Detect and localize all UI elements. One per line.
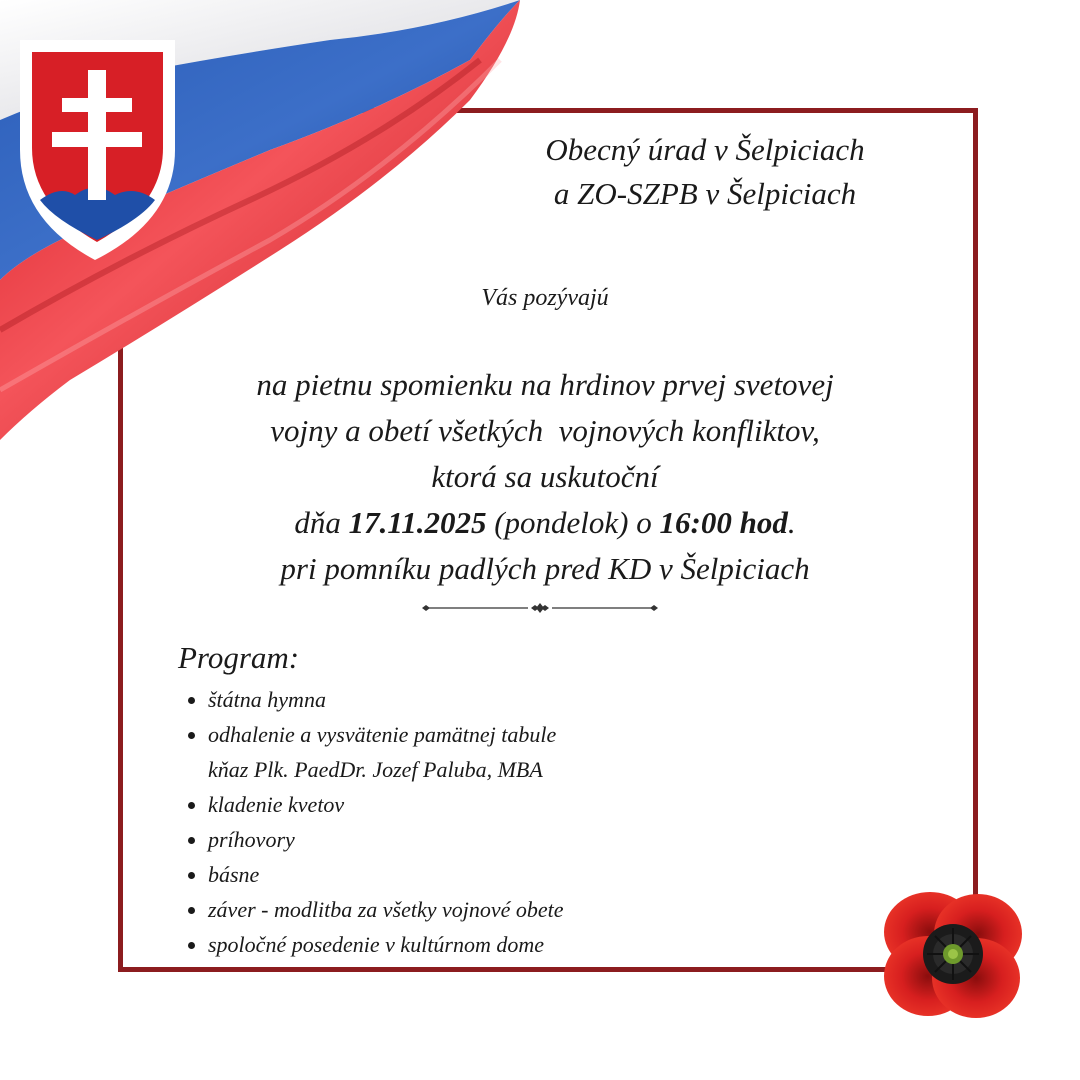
list-item: [186, 822, 564, 857]
event-time: 16:00 hod: [659, 505, 788, 540]
list-item: [186, 787, 564, 822]
program-item-text: kladenie kvetov: [208, 792, 345, 817]
event-day: (pondelok) o: [486, 505, 660, 540]
ornament-divider-icon: [420, 600, 660, 616]
program-title: Program:: [178, 640, 300, 675]
list-item: [186, 717, 564, 787]
list-item: [186, 682, 564, 717]
list-item: [186, 892, 564, 927]
event-date: 17.11.2025: [348, 505, 487, 540]
event-description: [160, 362, 930, 592]
program-item-text: záver - modlitba za všetky vojnové obete: [208, 897, 564, 922]
date-prefix: dňa: [294, 505, 349, 540]
event-line-1: na pietnu spomienku na hrdinov prvej svetovej: [256, 367, 834, 402]
program-list: [186, 682, 564, 962]
event-line-3: ktorá sa uskutoční: [431, 459, 659, 494]
event-line-2: vojny a obetí všetkých vojnových konfliktov,: [270, 413, 820, 448]
poppy-flower-icon: [878, 884, 1028, 1024]
program-item-subtext: kňaz Plk. PaedDr. Jozef Paluba, MBA: [208, 757, 543, 782]
program-item-text: spoločné posedenie v kultúrnom dome: [208, 932, 545, 957]
program-item-text: príhovory: [208, 827, 295, 852]
list-item: [186, 857, 564, 892]
organizer-line-1: Obecný úrad v Šelpiciach: [545, 132, 865, 167]
program-item-text: básne: [208, 862, 260, 887]
event-date-line: [160, 500, 930, 546]
time-suffix: .: [787, 505, 796, 540]
program-item-text: odhalenie a vysvätenie pamätnej tabule: [208, 722, 557, 747]
event-place: pri pomníku padlých pred KD v Šelpiciach: [280, 551, 810, 586]
program-item-text: štátna hymna: [208, 687, 326, 712]
invite-text: Vás pozývajú: [481, 285, 609, 311]
organizer-line-2: a ZO-SZPB v Šelpiciach: [553, 176, 857, 211]
list-item: [186, 927, 564, 962]
organizers: [470, 128, 940, 216]
